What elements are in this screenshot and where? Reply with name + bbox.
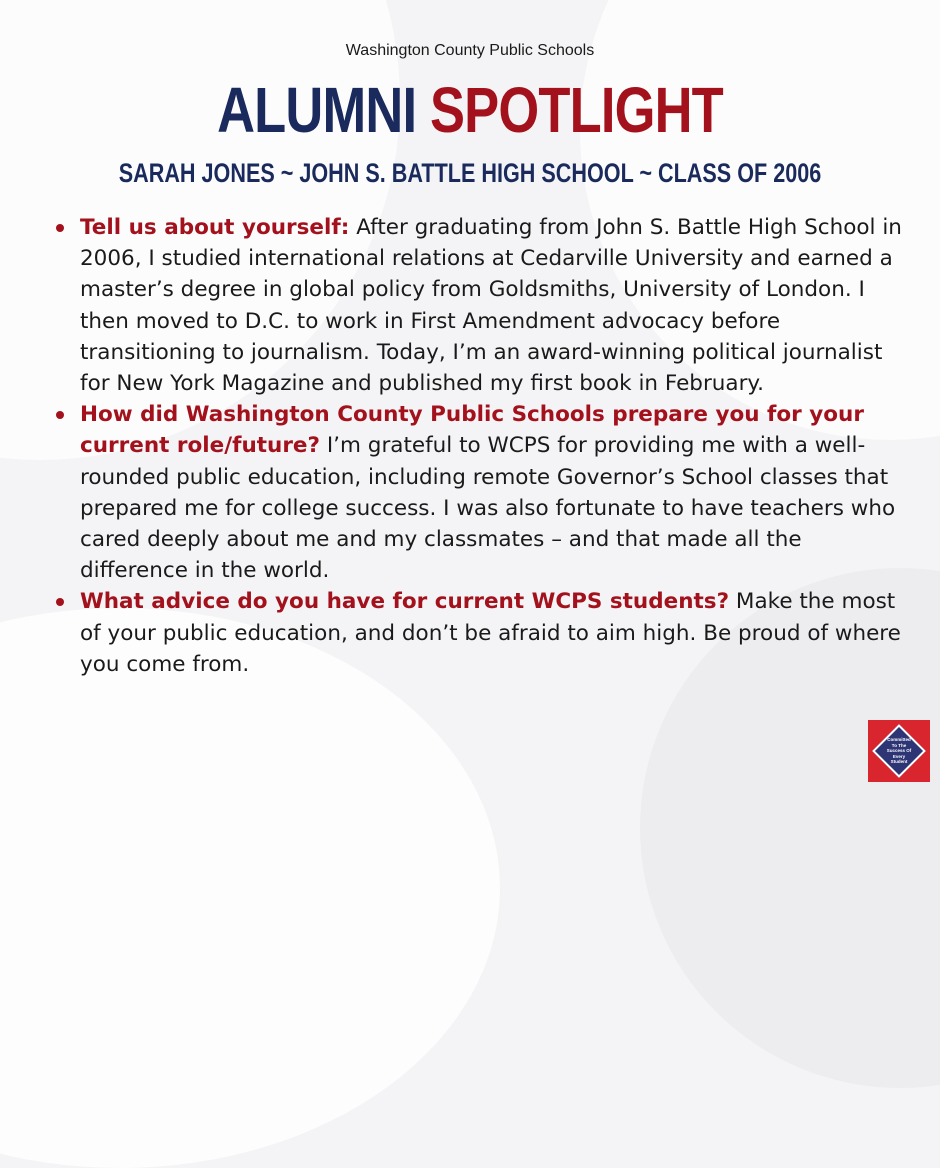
qa-item (54, 212, 904, 399)
bullet-dot (56, 598, 64, 606)
question: What advice do you have for current WCPS students? (80, 589, 730, 615)
badge-text (868, 737, 930, 765)
title-alumni: ALUMNI (217, 74, 417, 146)
answer: After graduating from John S. Battle High School in 2006, I studied international relations at Cedarville University and earned a master’s degree in global policy from Goldsmiths, University of London. I then moved to D.C. to work in First Amendment advocacy before transitioning to journalism. Today, I’m an award-winning political journalist for New York Magazine and published my first book in February. (80, 215, 902, 397)
question: How did Washington County Public Schools prepare you for your current role/future? (80, 402, 864, 459)
badge-line: Committed (887, 737, 911, 742)
qa-list (54, 212, 904, 680)
bullet-dot (56, 224, 64, 232)
badge-line: Every (892, 753, 906, 759)
badge-line: To The (891, 742, 907, 748)
badge-line: Student (890, 759, 908, 764)
title-spotlight: SPOTLIGHT (429, 74, 723, 146)
page-title (85, 70, 856, 150)
wcps-badge-logo (868, 720, 930, 782)
qa-item (54, 399, 904, 586)
answer: Make the most of your public education, and don’t be afraid to aim high. Be proud of where you come from. (80, 589, 901, 677)
org-name: Washington County Public Schools (345, 42, 595, 59)
bullet-dot (56, 411, 64, 419)
alumni-subtitle: SARAH JONES ~ JOHN S. BATTLE HIGH SCHOOL ~ CLASS OF 2006 (118, 158, 822, 188)
badge-line: Success Of (886, 748, 912, 753)
qa-item (54, 586, 904, 680)
answer: I’m grateful to WCPS for providing me with a well-rounded public education, including remote Governor’s School classes that prepared me for college success. I was also fortunate to have teachers who cared deeply about me and my classmates – and that made all the difference in the world. (80, 433, 896, 584)
question: Tell us about yourself: (80, 215, 350, 240)
